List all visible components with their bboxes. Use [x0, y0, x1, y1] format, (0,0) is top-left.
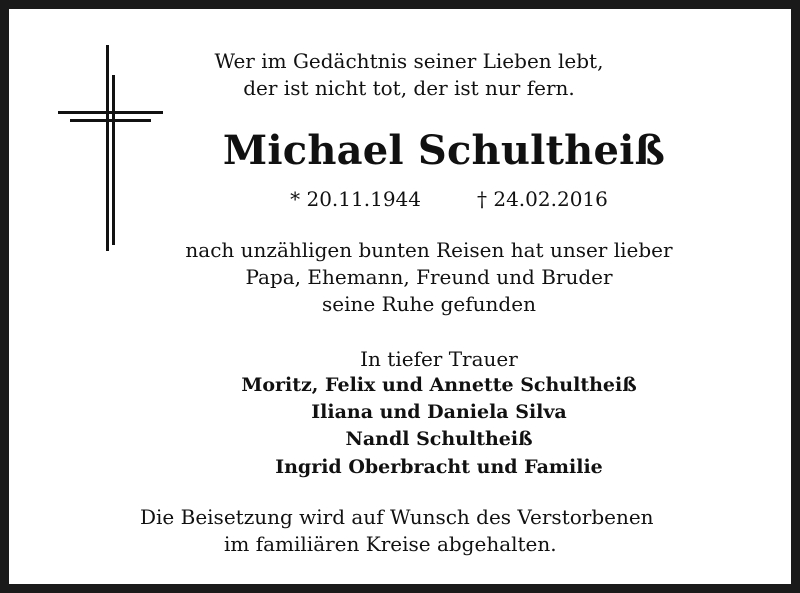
message-line-2: Papa, Ehemann, Freund und Bruder — [245, 265, 613, 289]
motto-line-2: der ist nicht tot, der ist nur fern. — [243, 76, 575, 100]
birth-date: * 20.11.1944 — [290, 187, 421, 211]
deceased-name: Michael Schultheiß — [222, 127, 666, 174]
burial-line-1: Die Beisetzung wird auf Wunsch des Verstorbenen — [140, 505, 654, 529]
message-line-1: nach unzähligen bunten Reisen hat unser lieber — [185, 238, 673, 262]
message-line-3: seine Ruhe gefunden — [322, 292, 536, 316]
mourner-name: Ingrid Oberbracht und Familie — [275, 456, 603, 478]
mourner-name: Iliana und Daniela Silva — [311, 401, 567, 423]
burial-line-2: im familiären Kreise abgehalten. — [224, 532, 557, 556]
mourner-name: Nandl Schultheiß — [345, 428, 533, 450]
mourner-name: Moritz, Felix und Annette Schultheiß — [241, 374, 637, 396]
death-date: † 24.02.2016 — [477, 187, 608, 211]
mourning-intro: In tiefer Trauer — [360, 347, 518, 371]
life-dates — [89, 187, 800, 211]
motto-line-1: Wer im Gedächtnis seiner Lieben lebt, — [214, 49, 604, 73]
